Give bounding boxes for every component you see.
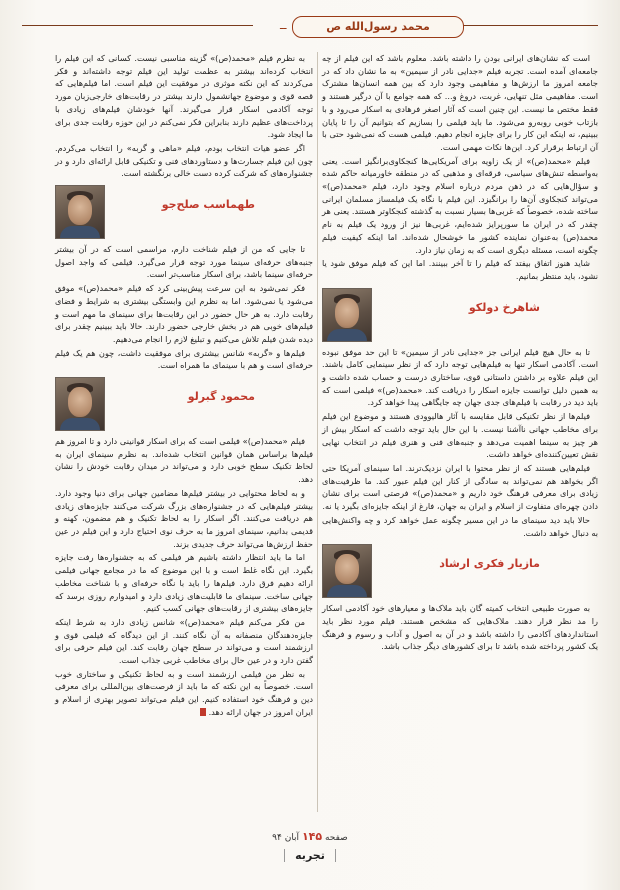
interviewee-name: مازیار فکری ارشاد [439, 557, 540, 571]
paragraph: فیلم‌ها از نظر تکنیکی قابل مقایسه با آثار هالیوودی هستند و موضوع این فیلم برای مخاطب جهانی ناآشنا نیست. با این حال باید توجه داشت که اسکار بیش از هر چیز به سینما اهمیت می‌دهد و جنبه‌های فنی و هنری فیلم در انتخاب نهایی نقش تعیین‌کننده‌ای خواهد داشت. [322, 411, 598, 460]
paragraph: فیلم‌ها و «گربه» شانس بیشتری برای موفقیت داشت، چون هم یک فیلم حرفه‌ای است و هم با سینمای ما همراه است. [55, 347, 313, 371]
paragraph: اگر عضو هیات انتخاب بودم، فیلم «ماهی و گربه» را انتخاب می‌کردم. چون این فیلم جسارت‌ها و دستاوردهای فنی و تکنیکی قابل ارائه‌ای دارد و در جشنواره‌های که شرکت کرده دست خالی برنگشته است. [55, 142, 313, 179]
paragraph: فیلم «محمد(ص)» فیلمی است که برای اسکار قوانینی دارد و تا امروز هم فیلم‌ها براساس همان قوانین انتخاب شده‌اند. به نظرم سینمای ایران به لحاظ تکنیک سطح خوبی دارد و می‌تواند در میدان رقابت خودش را نشان دهد. [55, 436, 313, 485]
paragraph: و به لحاظ محتوایی در بیشتر فیلم‌ها مضامین جهانی برای دنیا وجود دارد. بیشتر فیلم‌هایی که در جشنواره‌های بزرگ شرکت می‌کنند جایزه‌های زیادی هم دریافت می‌کنند. اگر اسکار را به لحاظ تکنیک و هم مضمون، کهنه و قدیمی بدانیم، سینمای امروز ما به حرف نوی احتیاج دارد و این فیلم در عین حفظ ارزش‌ها می‌تواند حرف جدیدی بزند. [55, 487, 313, 549]
magazine-name: تجربه [284, 849, 336, 862]
profile-header [322, 288, 598, 342]
profile-header [322, 544, 598, 598]
profile-header [55, 377, 313, 431]
paragraph: فیلم «محمد(ص)» از یک زاویه برای آمریکایی‌ها کنجکاوی‌برانگیز است. یعنی به‌واسطه تنش‌های سیاسی، فرقه‌ای و مذهبی که در منطقه خاورمیانه حاکم شده و سؤال‌هایی که در ذهن مردم درباره اسلام وجود دارد، فیلم «محمد(ص)» می‌تواند کنجکاوی آن‌ها را برانگیزد. این فیلم با نگاه یک فیلمساز مسلمان ایرانی ساخته شده، خصوصاً که غربی‌ها بسیار نسبت به گذشته کنجکاوتر هستند. یعنی هر چقدر که در ایران ما سورپرایز شده‌ایم، غربی‌ها نیز از ورود یک فیلم به نام محمد(ص) به‌عنوان نماینده کشور ما خوشحال شده‌اند. اما اینکه کیفیت فیلم چگونه است، مسئله دیگری است که به زمان نیاز دارد. [322, 155, 598, 255]
header-rule-right [462, 25, 598, 26]
portrait-photo [55, 185, 105, 239]
paragraph: حالا باید دید سینمای ما در این مسیر چگونه عمل خواهد کرد و چه واکنش‌هایی به دنبال خواهد داشت. [322, 514, 598, 538]
paragraph-text: به نظر من فیلمی ارزشمند است و به لحاظ تکنیکی و ساختاری خوب است. خصوصاً به این نکته که ما باید از فرصت‌های بین‌المللی برای معرفی دین و فرهنگ خود استفاده کنیم. این فیلم می‌تواند تصویر بهتری از اسلام و ایران امروز در جهان ارائه دهد. [55, 668, 313, 717]
paragraph: من فکر می‌کنم فیلم «محمد(ص)» شانس زیادی دارد به شرط اینکه جایزه‌دهندگان منصفانه به آن نگاه کنند. از این دیدگاه که فیلمی قوی و ارزشمند است و می‌تواند در سطح جهان رقابت کند. این فیلم حرفی برای گفتن دارد و در عین حال برای مخاطب غربی جذاب است. [55, 616, 313, 666]
interviewee-name: طهماسب صلح‌جو [161, 198, 255, 212]
paragraph: شاید هنوز اتفاق بیفتد که فیلم را تا آخر ببینند. اما این که فیلم موفق شود یا نشود، باید منتظر بمانیم. [322, 258, 598, 281]
interviewee-name: محمود گبرلو [187, 390, 255, 404]
section-title: محمد رسول‌الله ص [292, 16, 464, 38]
header-rule-left [22, 25, 253, 26]
paragraph: به نظرم فیلم «محمد(ص)» گزینه مناسبی نیست. کسانی که این فیلم را انتخاب کرده‌اند بیشتر به عظمت تولید این فیلم توجه داشته‌اند و فکر می‌کردند که این نکته موثری در موفقیت این فیلم است. اما فیلم‌هایی که قصه قوی و موضوع جهانشمول دارند بیشتر در رقابت‌های خارجی‌زبان مورد توجه آکادمی اسکار قرار می‌گیرند. آنها خودشان فیلم‌های زیادی با پرداخت‌های عظیم دارند بنابراین فکر نمی‌کنم در این حوزه رقابت جدی برای ما ایجاد شود. [55, 53, 313, 140]
issue-date: آبان ۹۴ [272, 833, 300, 843]
left-column [55, 52, 313, 812]
end-of-article-mark [200, 708, 206, 716]
column-divider [317, 52, 318, 812]
page-info [0, 830, 620, 843]
page-label: صفحه [324, 833, 348, 843]
profile-header [55, 185, 313, 239]
paragraph: فکر نمی‌شود به این سرعت پیش‌بینی کرد که فیلم «محمد(ص)» موفق می‌شود یا نمی‌شود. اما به نظرم این وابستگی بیشتری به شرایط و فضای رقابت دارد. به هر حال حضور در این رقابت‌ها برای سینمای ما مهم است و فیلم‌های خوبی هم در بخش خارجی حضور دارند. حالا باید ببینیم چقدر برای دیده شدن فیلم تلاش می‌کنیم و تبلیغ لازم را انجام می‌دهیم. [55, 283, 313, 344]
portrait-photo [55, 377, 105, 431]
portrait-photo [322, 544, 372, 598]
page-header [22, 6, 598, 44]
header-ornament: ــ [280, 19, 287, 32]
paragraph: است که نشان‌های ایرانی بودن را داشته باشد. معلوم باشد که این فیلم از چه جامعه‌ای آمده است. تجربه فیلم «جدایی نادر از سیمین» به ما نشان داد که در جامعه امروز ما ارزش‌ها و مفاهیمی وجود دارد که بین همه انسان‌ها مشترک است. مفاهیمی مثل تنهایی، غربت، دروغ و... که همه جوامع با آن درگیر هستند و فقط مختص ما نیست. این چنین است که آثار اصغر فرهادی به اسکار می‌رود و با بازتاب خوبی روبه‌رو می‌شود. ما باید فیلمی را بسازیم که بتوانیم آن را تا پایان ببینیم، نه اینکه این کار را برای جایزه انجام دهیم. فیلمی هست که نمی‌شود حتی با آن ارتباط برقرار کرد. این‌ها نکات مهمی است. [322, 53, 598, 152]
portrait-photo [322, 288, 372, 342]
paragraph: تا به حال هیچ فیلم ایرانی جز «جدایی نادر از سیمین» تا این حد موفق نبوده است. آکادمی اسکار تنها به فیلم‌هایی توجه دارد که از نظر سینمایی کامل باشند. این فیلم علاوه بر داشتن داستانی قوی، ساختاری درست و حساب شده داشت و به همین دلیل توانست جایزه اسکار را دریافت کند. «محمد(ص)» فیلمی است که باید دید در رقابت با فیلم‌های جدی جهان چه جایگاهی پیدا خواهد کرد. [322, 346, 598, 408]
paragraph: فیلم‌هایی هستند که از نظر محتوا با ایران نزدیک‌ترند. اما سینمای آمریکا حتی اگر بخواهد هم نمی‌تواند به سادگی از کنار این فیلم عبور کند. ما ظرفیت‌های زیادی برای معرفی فرهنگ خود داریم و «محمد(ص)» فرصتی است برای نشان دادن چهره‌ای متفاوت از اسلام و ایران به جهان، فارغ از اینکه جایزه‌ای بگیرد یا نه. [322, 462, 598, 512]
interviewee-name: شاهرخ دولکو [468, 300, 540, 314]
paragraph [55, 668, 313, 719]
page-number: ۱۴۵ [301, 830, 323, 843]
paragraph: اما ما باید انتظار داشته باشیم هر فیلمی که به جشنواره‌ها رفت جایزه بگیرد. این نگاه غلط است و با این موضوع که ما در مجامع جهانی فیلمی ارائه دهیم فرق دارد. فیلم‌ها را باید با نگاه حرفه‌ای و با شناخت مخاطب جهانی ساخت. سینمای ما قابلیت‌های زیادی دارد و امیدوارم روزی برسد که جایزه‌های بیشتری از رقابت‌های جهانی کسب کنیم. [55, 552, 313, 614]
paragraph: به صورت طبیعی انتخاب کمیته گان باید ملاک‌ها و معیارهای خود آکادمی اسکار را مد نظر قرار دهند. ملاک‌هایی که مشخص هستند. فیلم مورد نظر باید استانداردهای آکادمی را داشته باشد و در آن به اصول و آداب و رسوم و فرهنگ یک کشور پرداخته شده باشد تا برای کشورهای دیگر جذاب باشد. [322, 603, 598, 652]
page-footer [0, 830, 620, 863]
right-column [322, 52, 598, 812]
paragraph: تا جایی که من از فیلم شناخت دارم، مراسمی است که در آن بیشتر جنبه‌های حرفه‌ای سینما مورد توجه قرار می‌گیرد. فیلمی که واجد اصول حرفه‌ای سینما باشد، برای اسکار مناسب‌تر است. [55, 244, 313, 280]
